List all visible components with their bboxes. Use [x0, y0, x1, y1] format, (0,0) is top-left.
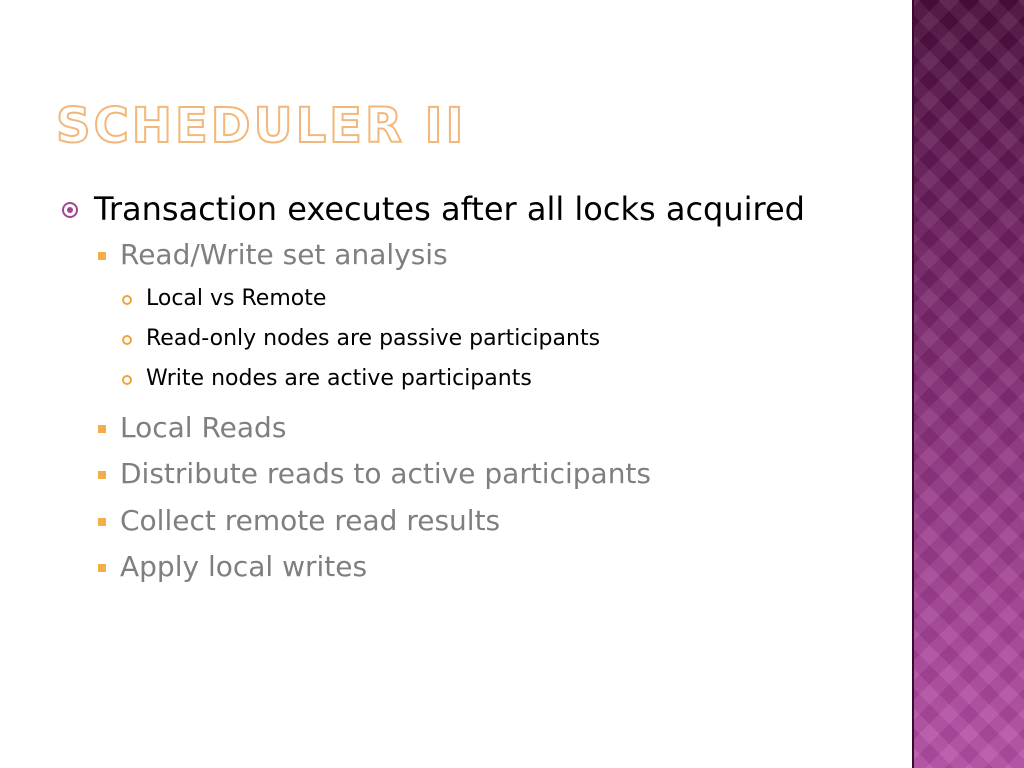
sub-sub-bullet-list	[60, 279, 900, 405]
bullet-item-level3	[60, 359, 900, 399]
square-bullet-icon	[98, 252, 106, 260]
slide-title: SCHEDULER II	[56, 98, 467, 154]
bullet-item-level1	[60, 186, 900, 232]
bullet-text: Local Reads	[120, 410, 287, 444]
bullet-text: Read-only nodes are passive participants	[146, 325, 601, 351]
bullet-item-level3	[60, 279, 900, 319]
bullet-item-level2	[60, 405, 900, 452]
bullet-item-level3	[60, 319, 900, 359]
bullet-text: Apply local writes	[120, 550, 368, 583]
square-bullet-icon	[98, 518, 106, 526]
square-bullet-icon	[98, 564, 106, 572]
bullet-text: Transaction executes after all locks acquired	[94, 190, 805, 228]
bullet-item-level2	[60, 232, 900, 279]
bullet-text: Collect remote read results	[120, 503, 501, 537]
square-bullet-icon	[98, 425, 106, 433]
bullet-text: Distribute reads to active participants	[120, 457, 652, 490]
square-bullet-icon	[98, 471, 106, 479]
bullet-item-level2	[60, 451, 900, 498]
bullet-list	[60, 186, 900, 591]
bullet-text: Write nodes are active participants	[146, 365, 532, 391]
ring-bullet-icon	[122, 335, 132, 345]
ring-bullet-icon	[122, 295, 132, 305]
bullet-text: Local vs Remote	[146, 285, 327, 311]
decorative-side-band	[912, 0, 1024, 768]
bullet-item-level2	[60, 544, 900, 591]
ring-bullet-icon	[122, 375, 132, 385]
bullet-item-level2	[60, 498, 900, 545]
target-bullet-icon	[62, 202, 78, 218]
bullet-text: Read/Write set analysis	[120, 238, 448, 271]
sub-bullet-list	[60, 232, 900, 591]
